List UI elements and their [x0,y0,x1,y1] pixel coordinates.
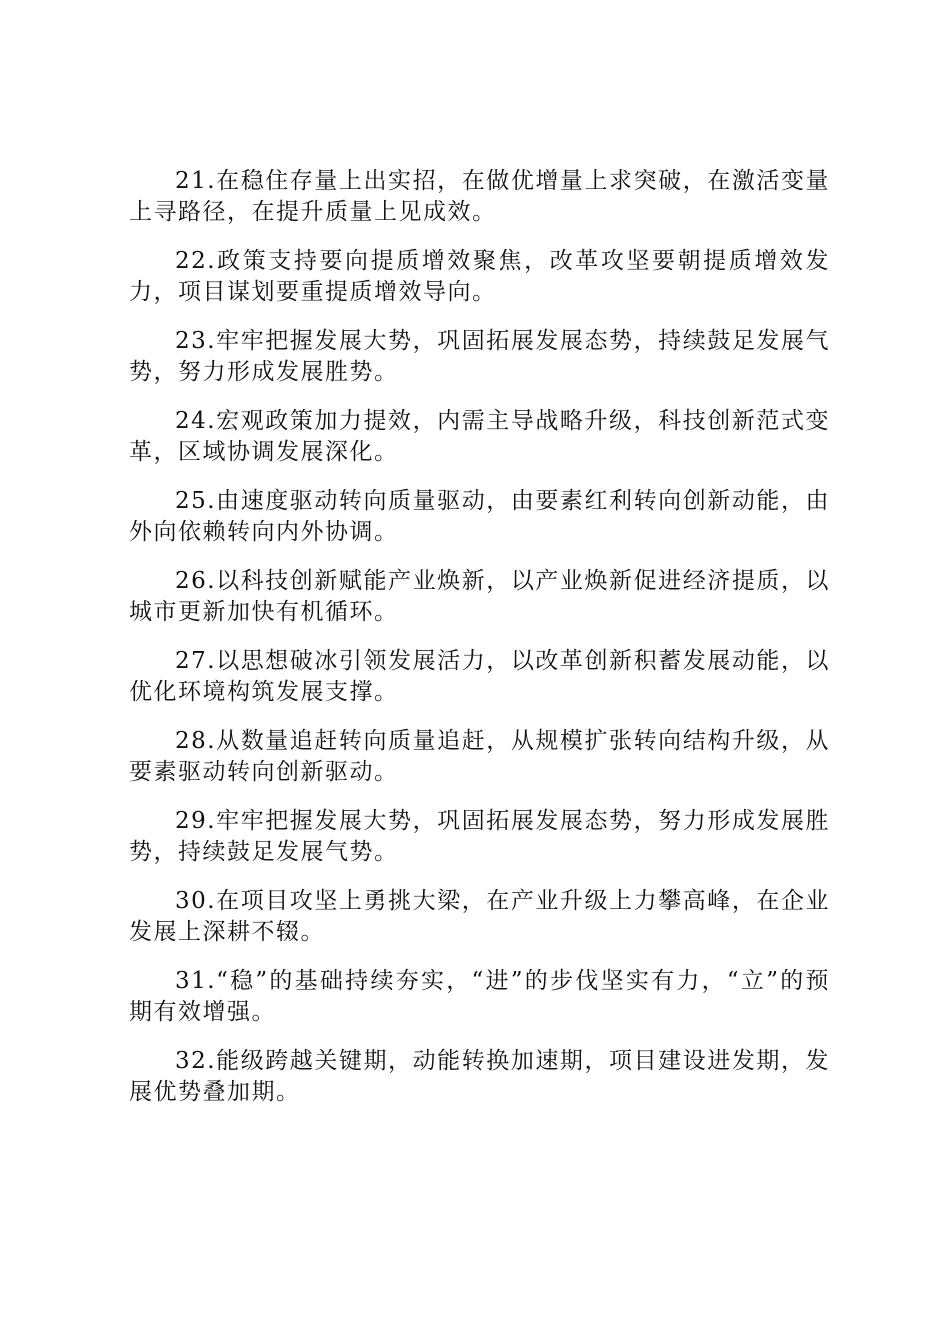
paragraph-29: 29.牢牢把握发展大势，巩固拓展发展态势，努力形成发展胜势，持续鼓足发展气势。 [129,808,830,865]
paragraph-26: 26.以科技创新赋能产业焕新，以产业焕新促进经济提质，以城市更新加快有机循环。 [129,568,830,625]
document-body [129,166,830,1126]
paragraph-25: 25.由速度驱动转向质量驱动，由要素红利转向创新动能，由外向依赖转向内外协调。 [129,488,830,545]
paragraph-24: 24.宏观政策加力提效，内需主导战略升级，科技创新范式变革，区域协调发展深化。 [129,408,830,465]
paragraph-23: 23.牢牢把握发展大势，巩固拓展发展态势，持续鼓足发展气势，努力形成发展胜势。 [129,328,830,385]
paragraph-32: 32.能级跨越关键期，动能转换加速期，项目建设进发期，发展优势叠加期。 [129,1048,830,1105]
paragraph-31: 31.“稳”的基础持续夯实，“进”的步伐坚实有力，“立”的预期有效增强。 [129,968,830,1025]
paragraph-27: 27.以思想破冰引领发展活力，以改革创新积蓄发展动能，以优化环境构筑发展支撑。 [129,648,830,705]
paragraph-22: 22.政策支持要向提质增效聚焦，改革攻坚要朝提质增效发力，项目谋划要重提质增效导向。 [129,248,830,305]
paragraph-21: 21.在稳住存量上出实招，在做优增量上求突破，在激活变量上寻路径，在提升质量上见成效。 [129,168,830,225]
paragraph-30: 30.在项目攻坚上勇挑大梁，在产业升级上力攀高峰，在企业发展上深耕不辍。 [129,888,830,945]
paragraph-28: 28.从数量追赶转向质量追赶，从规模扩张转向结构升级，从要素驱动转向创新驱动。 [129,728,830,785]
